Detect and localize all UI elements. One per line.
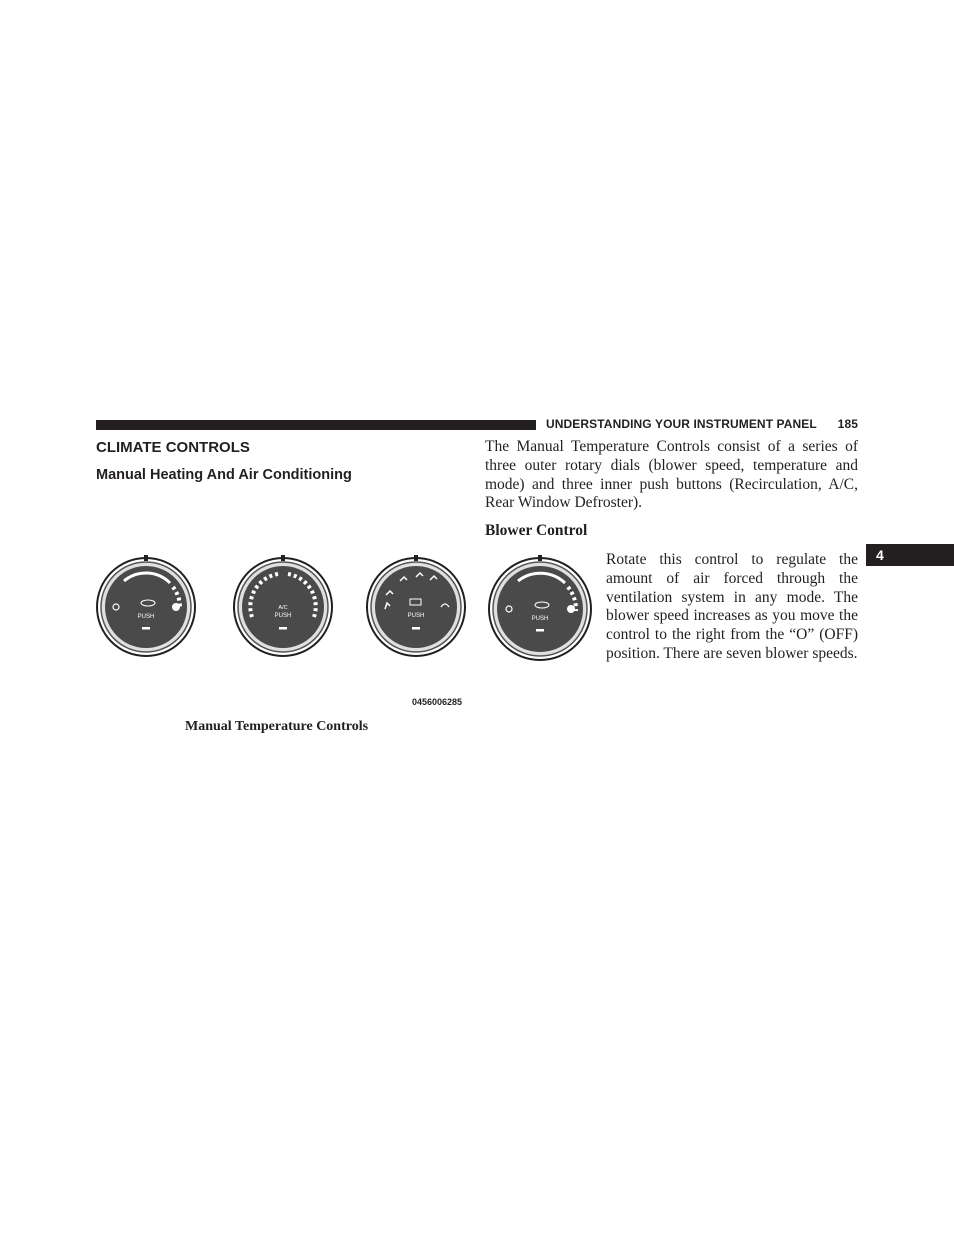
fan-icon	[567, 605, 575, 613]
section-title: UNDERSTANDING YOUR INSTRUMENT PANEL	[546, 417, 817, 431]
chapter-tab: 4	[866, 544, 954, 566]
page-number: 185	[837, 417, 858, 431]
climate-controls-figure	[96, 550, 596, 715]
indicator-light	[142, 627, 150, 630]
intro-paragraph: The Manual Temperature Controls consist of a series of three outer rotary dials (blower speed, temperature and mode) and three inner push buttons (Recirculation, A/C, Rear Window Defroster).	[485, 438, 858, 512]
blower-dial-detail	[489, 555, 591, 660]
indicator-light	[536, 629, 544, 632]
temperature-dial	[234, 555, 332, 656]
push-label: PUSH	[407, 613, 425, 619]
ac-label: A/C	[278, 605, 288, 611]
indicator-light	[412, 627, 420, 630]
blower-heading: Blower Control	[485, 522, 588, 539]
push-label: PUSH	[137, 614, 155, 620]
header-rule	[96, 420, 536, 430]
push-label: PUSH	[274, 613, 292, 619]
indicator-light	[279, 627, 287, 630]
section-heading: CLIMATE CONTROLS	[96, 439, 250, 456]
mode-dial	[367, 555, 465, 656]
subsection-heading: Manual Heating And Air Conditioning	[96, 467, 352, 483]
blower-paragraph: Rotate this control to regulate the amount of air forced through the ventilation system in any mode. The blower speed increases as you move the control to the right from the “O” (OFF) position. There are seven blower speeds.	[606, 551, 858, 662]
fan-icon	[172, 603, 180, 611]
push-label: PUSH	[531, 616, 549, 622]
figure-code: 0456006285	[412, 697, 463, 707]
blower-dial	[97, 555, 195, 656]
figure-caption: Manual Temperature Controls	[185, 719, 369, 734]
running-header	[546, 417, 858, 431]
